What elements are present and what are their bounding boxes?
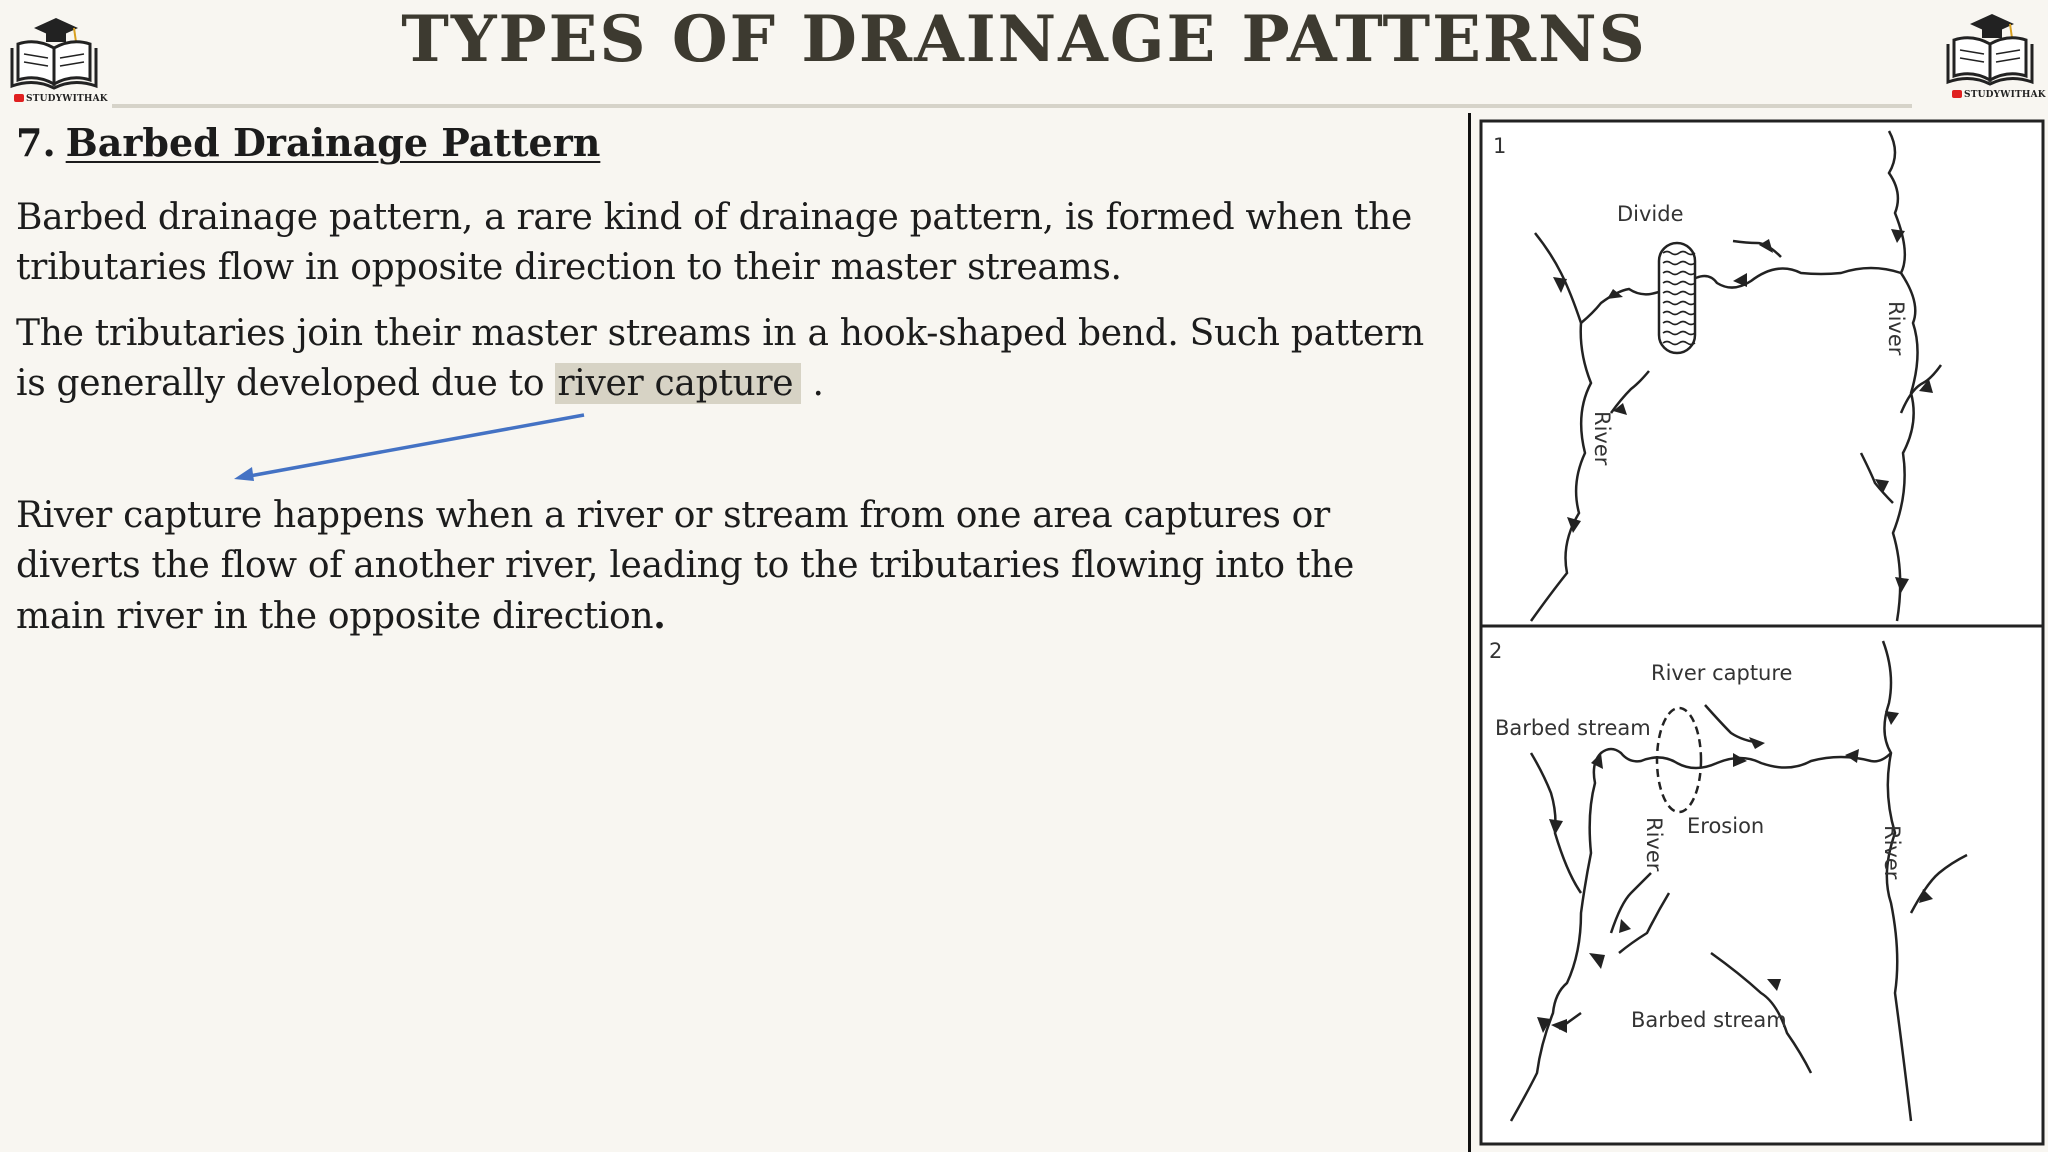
paragraph-period: . — [653, 595, 666, 637]
diagram-figure — [1471, 113, 2048, 1152]
paragraph-text: River capture happens when a river or stream from one area captures or diverts the flow of another river, leading to the tributaries flowing into the main river in the opposite direction — [16, 495, 1354, 637]
barbed-drainage-diagram — [1468, 113, 2048, 1152]
panel-2-number: 2 — [1489, 639, 1503, 663]
river-label: River — [1642, 817, 1666, 872]
section-number: 7. — [16, 120, 56, 165]
erosion-label: Erosion — [1687, 814, 1765, 838]
river-label: River — [1884, 301, 1908, 356]
logo-brand-text: STUDYWITHAK — [1952, 90, 2046, 100]
river-label: River — [1880, 825, 1904, 880]
youtube-icon — [14, 94, 24, 102]
river-label: River — [1590, 411, 1614, 466]
highlight-river-capture: river capture — [555, 363, 801, 404]
barbed-stream-label: Barbed stream — [1495, 716, 1651, 740]
paragraph-text: The tributaries join their master streams in a hook-shaped bend. Such pattern is generally developed due to — [16, 313, 1424, 404]
barbed-stream-label: Barbed stream — [1631, 1008, 1787, 1032]
panel-2-frame — [1481, 626, 2043, 1144]
divide-hatched-area — [1659, 243, 1695, 353]
river-capture-label: River capture — [1651, 661, 1793, 685]
pointer-arrow — [230, 405, 590, 485]
youtube-icon — [1952, 90, 1962, 98]
panel-1-number: 1 — [1493, 134, 1507, 158]
logo-brand-text: STUDYWITHAK — [14, 94, 108, 104]
paragraph-river-capture — [16, 491, 1446, 642]
page-title: TYPES OF DRAINAGE PATTERNS — [401, 2, 1647, 77]
section-heading-text: Barbed Drainage Pattern — [65, 120, 601, 165]
title-divider — [112, 104, 1912, 108]
paragraph-hook-shaped — [16, 309, 1446, 409]
section-heading — [16, 120, 600, 165]
divide-label: Divide — [1617, 202, 1684, 226]
paragraph-text-end: . — [801, 363, 824, 404]
paragraph-definition: Barbed drainage pattern, a rare kind of drainage pattern, is formed when the tributaries flow in opposite direction to their master streams. — [16, 197, 1413, 288]
